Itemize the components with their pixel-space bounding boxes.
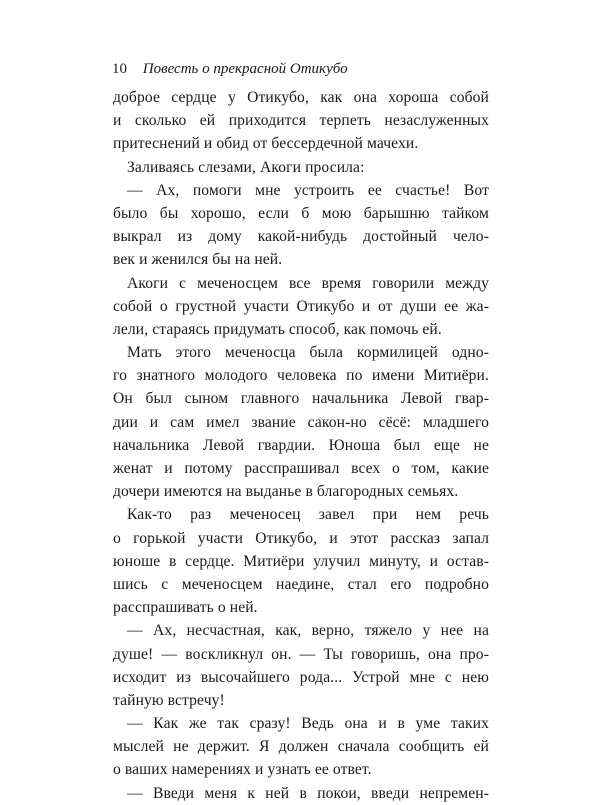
text-line: женат и потому расспрашивал всех о том, какие [113,460,489,477]
text-line: Мать этого меченосца была кормилицей одно- [127,344,489,362]
text-line: юноше в сердце. Митиёри улучил минуту, и остав- [113,552,489,570]
text-line: дочери имеются на выданье в благородных семьях. [113,483,459,501]
text-line: — Как же так сразу! Ведь она и в уме таких [127,715,489,733]
text-line: шись с меченосцем наедине, стал его подробно [113,575,489,593]
text-line: душе! — воскликнул он. — Ты говоришь, она про- [113,645,489,663]
text-line: доброе сердце у Отикубо, как она хороша собой [113,89,489,106]
text-line: мыслей не держит. Я должен сначала сообщить ей [113,738,489,756]
text-line: собой о грустной участи Отикубо и от души ее жа- [113,297,489,315]
text-line: начальника Левой гвардии. Юноша был еще не [113,436,489,454]
text-line: — Введи меня к ней в покои, введи непремен- [127,784,489,802]
text-line: — Ах, несчастная, как, верно, тяжело у нее на [127,622,489,640]
text-line: лели, стараясь придумать способ, как помочь ей. [113,320,442,338]
text-line: расспрашивать о ней. [113,599,258,617]
body-text [113,86,489,805]
running-head [112,60,348,78]
text-line: Акоги с меченосцем все время говорили между [127,274,489,292]
text-line: и сколько ей приходится терпеть незаслуженных [113,112,489,130]
text-line: притеснений и обид от бессердечной мачехи. [113,135,419,153]
text-line: было бы хорошо, если б мою барышню тайком [113,204,489,222]
text-line: выкрал из дому какой-нибудь достойный чело- [113,228,489,246]
text-line: — Ах, помоги мне устроить ее счастье! Вот [127,181,489,199]
text-line: тайную встречу! [113,691,225,709]
page-number: 10 [112,61,127,77]
text-line: Как-то раз меченосец завел при нем речь [127,506,489,524]
text-line: дии и сам имел звание сакон-но сёсё: младшего [113,413,489,431]
text-line: о горькой участи Отикубо, и этот рассказ запал [113,529,489,547]
text-line: век и женился бы на ней. [113,251,283,269]
running-title: Повесть о прекрасной Отикубо [142,61,348,77]
text-line: го знатного молодого человека по имени Митиёри. [113,367,489,385]
text-line: исходит из высочайшего рода... Устрой мне с нею [113,668,489,686]
text-line: Он был сыном главного начальника Левой гвар- [113,390,489,408]
text-line: Заливаясь слезами, Акоги просила: [127,158,365,176]
text-line: о ваших намерениях и узнать ее ответ. [113,761,372,779]
